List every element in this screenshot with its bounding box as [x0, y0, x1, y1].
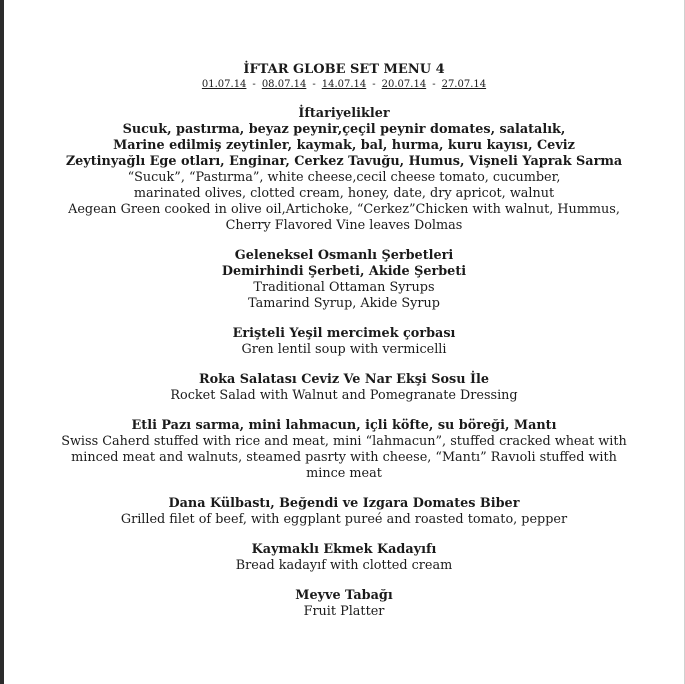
section-text: marinated olives, clotted cream, honey, date, dry apricot, walnut [133, 186, 555, 201]
menu-dates: 01.07.14 - 08.07.14 - 14.07.14 - 20.07.14 - 27.07.14 [201, 79, 487, 90]
date-1: 01.07.14 [201, 79, 247, 90]
menu-section-meyve [4, 588, 684, 620]
section-text: Gren lentil soup with vermicelli [241, 342, 447, 357]
section-heading: Demirhindi Şerbeti, Akide Şerbeti [221, 264, 467, 279]
date-4: 20.07.14 [381, 79, 427, 90]
section-text: Tamarind Syrup, Akide Syrup [248, 296, 440, 311]
section-heading: İftariyelikler [298, 106, 390, 121]
section-text: Fruit Platter [303, 604, 385, 619]
section-text: Cherry Flavored Vine leaves Dolmas [225, 218, 463, 233]
section-text: “Sucuk”, “Pastırma”, white cheese,cecil cheese tomato, cucumber, [127, 170, 561, 185]
section-heading: Sucuk, pastırma, beyaz peynir,çeçil peynir domates, salatalık, [122, 122, 566, 137]
section-heading: Meyve Tabağı [295, 588, 393, 603]
section-text: Bread kadayıf with clotted cream [235, 558, 453, 573]
menu-section-serbetler [4, 248, 684, 312]
date-3: 14.07.14 [321, 79, 367, 90]
menu-section-corba [4, 326, 684, 358]
section-text: Swiss Caherd stuffed with rice and meat, mini “lahmacun”, stuffed cracked wheat with [61, 434, 627, 449]
section-text: Rocket Salad with Walnut and Pomegranate Dressing [170, 388, 518, 403]
section-text: Traditional Ottaman Syrups [253, 280, 435, 295]
menu-title: İFTAR GLOBE SET MENU 4 [243, 62, 445, 77]
section-text: Grilled filet of beef, with eggplant pureé and roasted tomato, pepper [120, 512, 568, 527]
menu-section-salata [4, 372, 684, 404]
section-heading: Kaymaklı Ekmek Kadayıfı [251, 542, 437, 557]
section-heading: Dana Külbastı, Beğendi ve Izgara Domates Biber [168, 496, 520, 511]
section-heading: Roka Salatası Ceviz Ve Nar Ekşi Sosu İle [199, 372, 489, 387]
section-heading: Marine edilmiş zeytinler, kaymak, bal, hurma, kuru kayısı, Ceviz [113, 138, 575, 153]
section-text: minced meat and walnuts, steamed pasrty with cheese, “Mantı” Ravıoli stuffed with [71, 450, 617, 465]
section-heading: Etli Pazı sarma, mini lahmacun, içli köfte, su böreği, Mantı [131, 418, 557, 433]
menu-section-ana-yemek [4, 496, 684, 528]
document-page [4, 0, 684, 684]
section-text: Aegean Green cooked in olive oil,Artichoke, “Cerkez”Chicken with walnut, Hummus, [68, 202, 620, 217]
menu-section-tatli [4, 542, 684, 574]
section-heading: Geleneksel Osmanlı Şerbetleri [234, 248, 454, 263]
section-heading: Erişteli Yeşil mercimek çorbası [232, 326, 456, 341]
section-heading: Zeytinyağlı Ege otları, Enginar, Cerkez Tavuğu, Humus, Vişneli Yaprak Sarma [65, 154, 623, 169]
section-text: mince meat [306, 466, 382, 481]
menu-section-ara-sicak [4, 418, 684, 482]
menu-section-iftariyelikler [4, 106, 684, 234]
date-2: 08.07.14 [261, 79, 307, 90]
date-5: 27.07.14 [441, 79, 487, 90]
menu-content [4, 62, 684, 620]
